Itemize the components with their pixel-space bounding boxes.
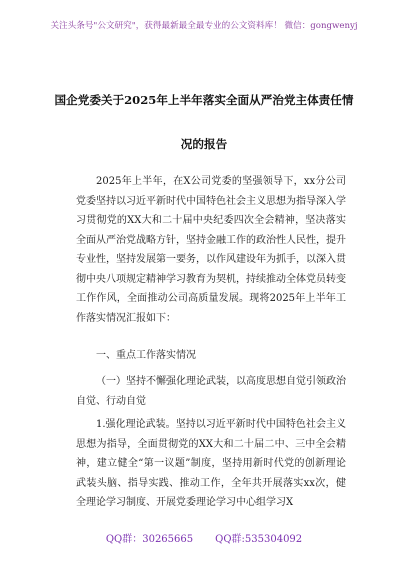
promo-banner: 关注头条号"公文研究"，获得最新最全最专业的公文资料库！ 微信：gongwenyj: [50, 21, 358, 31]
item-paragraph: 1.强化理论武装。坚持以习近平新时代中国特色社会主义思想为指导，全面贯彻党的XX大和二十届二中、三中全会精神，建立健全“第一议题”制度，坚持用新时代党的创新理论武装头脑、指导实践、推动工作，全年共开展落实xx次，健全理论学习制度、开展党委理论学习中心组学习X: [76, 419, 346, 508]
intro-paragraph-block: [76, 172, 346, 328]
subsection-heading-block: [76, 372, 346, 411]
subsection-heading-part-2: 政治自觉、行动自觉: [76, 376, 346, 407]
footer-qq-group-2: QQ群:535304092: [215, 534, 303, 545]
intro-paragraph: 2025年上半年，在X公司党委的坚强领导下，xx分公司党委坚持以习近平新时代中国特色社会主义思想为指导深入学习贯彻党的XX大和二十届中央纪委四次全会精神，坚决落实全面从严治党战略方针，坚持金融工作的政治性人民性，提升专业性，坚持发展第一要务，以作风建设年为抓手，以深入贯彻中央八项规定精神学习教育为契机，持续推动全体党员转变工作作风，全面推动公司高质量发展。现将2025年上半年工作落实情况汇报如下：: [76, 176, 346, 324]
item-paragraph-block: [76, 415, 346, 513]
subsection-heading-part-1: （一）坚持不懈强化理论武装，以高度思想自觉引领: [96, 376, 326, 387]
document-title-line-2: 况的报告: [180, 137, 228, 151]
section-heading: 一、重点工作落实情况: [96, 350, 196, 361]
footer-qq-group-1: QQ群：30265665: [105, 534, 194, 545]
footer-contacts: [0, 533, 408, 547]
document-title-line-1: 国企党委关于2025年上半年落实全面从严治党主体责任情: [54, 93, 354, 107]
subsection-heading: [76, 372, 346, 411]
